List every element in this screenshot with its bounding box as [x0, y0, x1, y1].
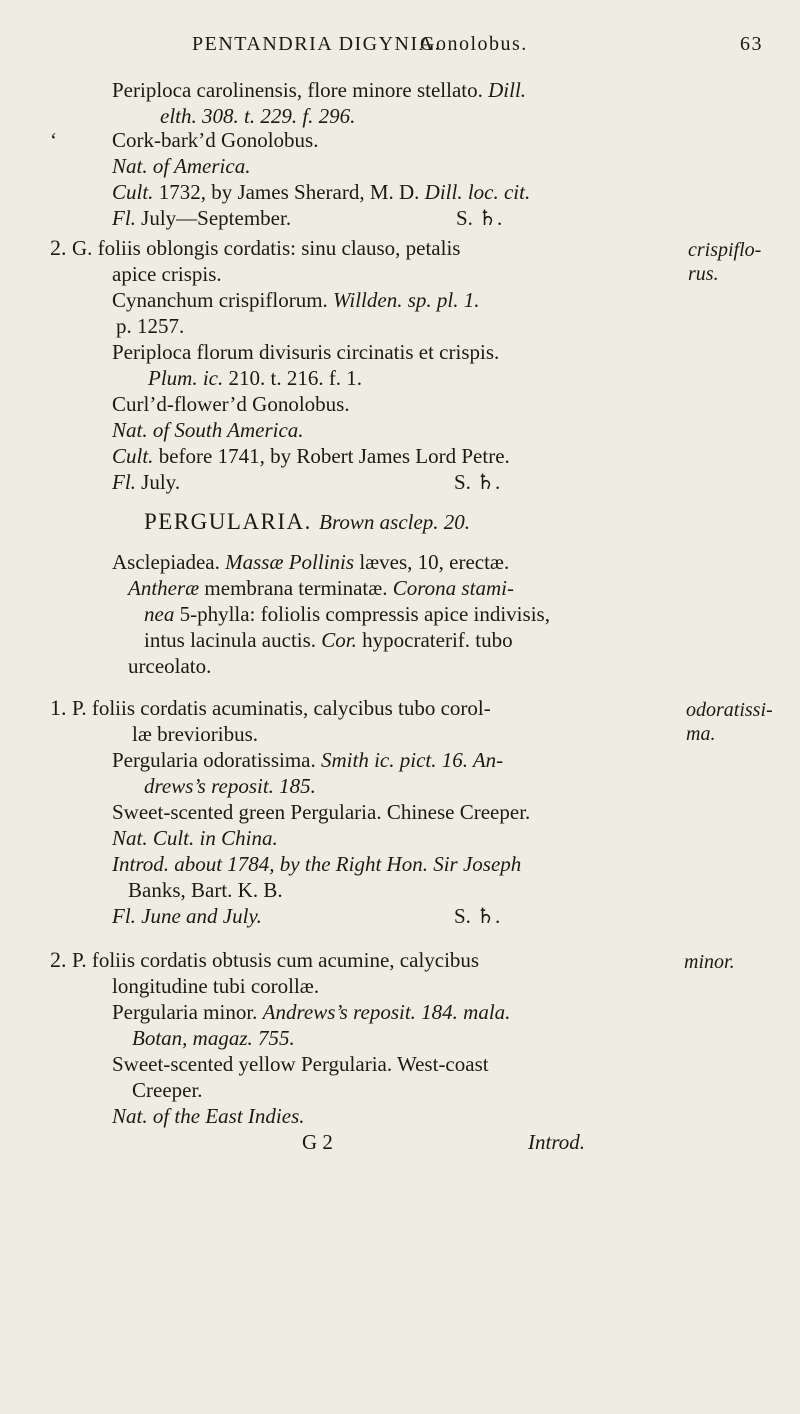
entry-line: P. foliis cordatis acuminatis, calycibus tubo corol-	[72, 696, 491, 720]
entry-line: apice crispis.	[112, 262, 222, 286]
signature-mark: G 2	[302, 1130, 333, 1154]
margin-name: odoratissi-	[686, 699, 773, 721]
entry-line: elth. 308. t. 229. f. 296.	[160, 104, 356, 128]
catchword: Introd.	[528, 1130, 585, 1154]
entry-line: læ brevioribus.	[132, 722, 258, 746]
genus-description: urceolato.	[128, 654, 212, 678]
entry-line: Pergularia odoratissima. Smith ic. pict. 16. An-	[112, 748, 504, 772]
entry-mark: ʻ	[50, 128, 57, 152]
entry-line: G. foliis oblongis cordatis: sinu clauso, petalis	[72, 236, 461, 260]
entry-symbol: S. ♄.	[456, 206, 503, 230]
species-number: 1.	[50, 695, 67, 720]
page-number: 63	[740, 33, 763, 55]
entry-line: Pergularia minor. Andrews’s reposit. 184. mala.	[112, 1000, 511, 1024]
entry-line: Introd. about 1784, by the Right Hon. Sir Joseph	[112, 852, 522, 876]
entry-line: Fl. June and July.	[112, 904, 262, 928]
margin-name: ma.	[686, 723, 716, 745]
entry-line: Nat. of the East Indies.	[112, 1104, 305, 1128]
genus-description: Antheræ membrana terminatæ. Corona stami-	[128, 576, 514, 600]
entry-line: P. foliis cordatis obtusis cum acumine, calycibus	[72, 948, 480, 972]
margin-name: crispiflo-	[688, 239, 762, 261]
genus-description: nea 5-phylla: foliolis compressis apice indivisis,	[144, 602, 550, 626]
entry-line: Botan, magaz. 755.	[132, 1026, 295, 1050]
entry-line: Cult. before 1741, by Robert James Lord Petre.	[112, 444, 510, 468]
running-head-class: PENTANDRIA DIGYNIA.	[192, 33, 442, 55]
running-head-genus: Gonolobus.	[420, 33, 528, 55]
genus-description: Asclepiadea. Massæ Pollinis læves, 10, erectæ.	[112, 550, 510, 574]
margin-name: minor.	[684, 951, 735, 973]
entry-line: longitudine tubi corollæ.	[112, 974, 320, 998]
entry-line: Periploca carolinensis, flore minore stellato. Dill.	[112, 78, 527, 102]
entry-line: p. 1257.	[116, 314, 185, 338]
entry-line: Nat. of America.	[112, 154, 251, 178]
entry-line: Fl. July—September.	[112, 206, 292, 230]
entry-line: Creeper.	[132, 1078, 203, 1102]
entry-line: Periploca florum divisuris circinatis et crispis.	[112, 340, 500, 364]
entry-line: Sweet-scented green Pergularia. Chinese Creeper.	[112, 800, 531, 824]
species-number: 2.	[50, 235, 67, 260]
genus-description: intus lacinula auctis. Cor. hypocraterif. tubo	[144, 628, 513, 652]
entry-line: Cult. 1732, by James Sherard, M. D. Dill. loc. cit.	[112, 180, 531, 204]
margin-name: rus.	[688, 263, 719, 285]
entry-line: Cynanchum crispiflorum. Willden. sp. pl. 1.	[112, 288, 480, 312]
entry-symbol: S. ♄.	[454, 470, 501, 494]
entry-line: Banks, Bart. K. B.	[128, 878, 283, 902]
entry-line: drews’s reposit. 185.	[144, 774, 316, 798]
species-number: 2.	[50, 947, 67, 972]
entry-symbol: S. ♄.	[454, 904, 501, 928]
entry-line: Nat. Cult. in China.	[112, 826, 278, 850]
entry-line: Fl. July.	[112, 470, 181, 494]
genus-heading: PERGULARIA. Brown asclep. 20.	[144, 509, 471, 534]
entry-line: Plum. ic. 210. t. 216. f. 1.	[148, 366, 363, 390]
entry-line: Cork-bark’d Gonolobus.	[112, 128, 319, 152]
entry-line: Sweet-scented yellow Pergularia. West-coast	[112, 1052, 489, 1076]
entry-line: Nat. of South America.	[112, 418, 304, 442]
entry-line: Curl’d-flower’d Gonolobus.	[112, 392, 350, 416]
